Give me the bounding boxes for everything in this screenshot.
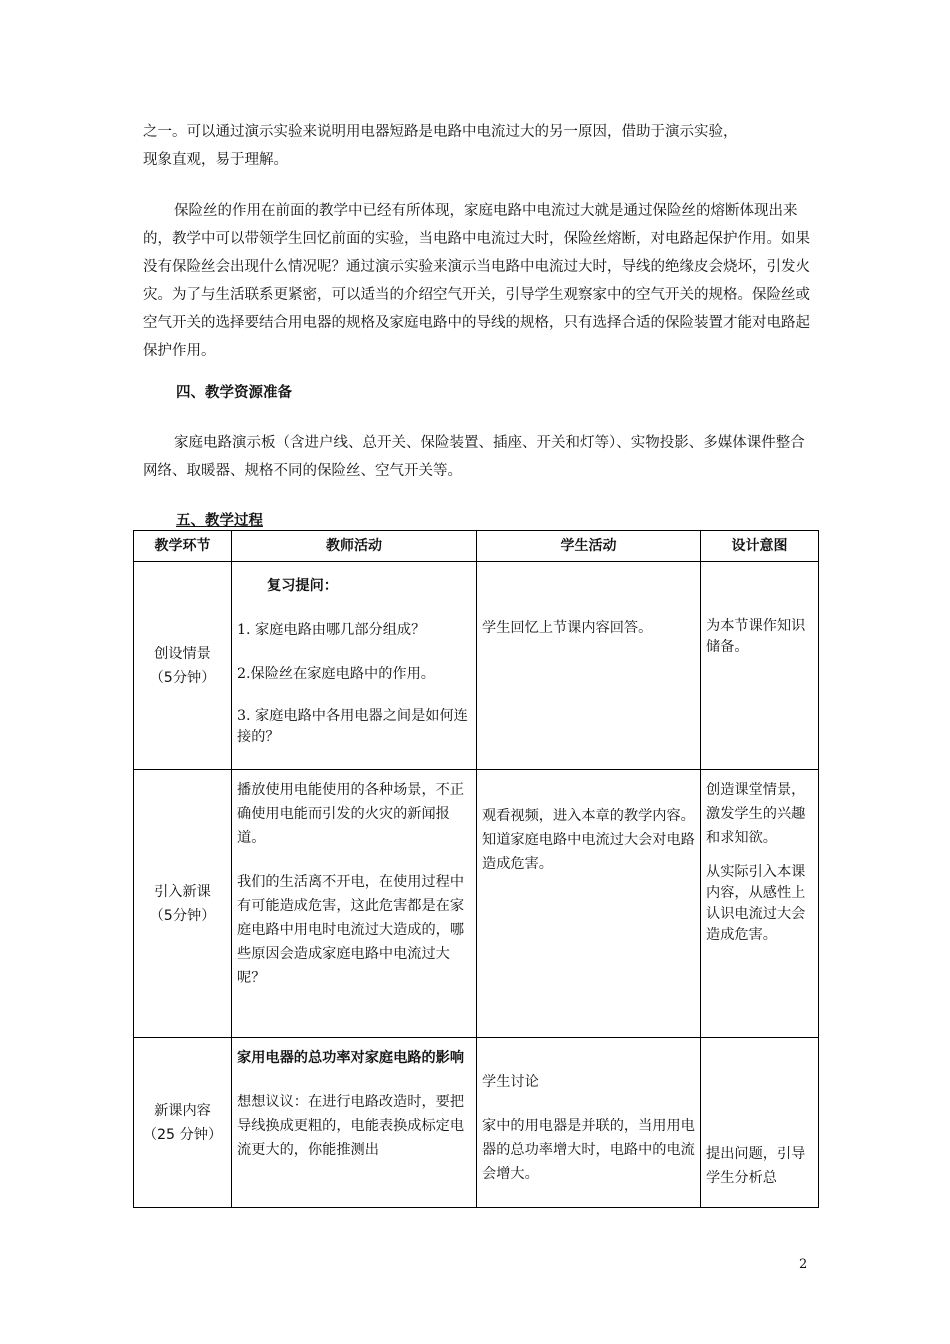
paragraph-continuation — [143, 118, 813, 174]
intent-cell — [701, 1038, 819, 1208]
student-activity: 学生回忆上节课内容回答。 — [482, 620, 653, 636]
cell-title: 复习提问： — [267, 578, 338, 594]
stage-cell — [134, 770, 232, 1038]
student-cell — [477, 1038, 701, 1208]
page-number: 2 — [799, 1257, 808, 1272]
teaching-process-table — [133, 530, 819, 1208]
teacher-cell — [232, 562, 477, 770]
teacher-cell — [232, 1038, 477, 1208]
teacher-activity-2: 我们的生活离不开电，在使用过程中有可能造成危害，这此危害都是在家庭电路中用电时电流过大造成的，哪些原因会造成家庭电路中电流过大呢？ — [237, 874, 465, 986]
stage-cell — [134, 1038, 232, 1208]
student-activity-1: 学生讨论 — [482, 1074, 539, 1090]
question-2: 2.保险丝在家庭电路中的作用。 — [237, 666, 435, 682]
header-student: 学生活动 — [477, 531, 701, 562]
student-activity: 观看视频，进入本章的教学内容。知道家庭电路中电流过大会对电路造成危害。 — [482, 808, 695, 872]
question-3: 3. 家庭电路中各用电器之间是如何连接的？ — [237, 708, 468, 745]
stage-cell — [134, 562, 232, 770]
student-cell — [477, 562, 701, 770]
intent-cell — [701, 770, 819, 1038]
design-intent-2: 从实际引入本课内容，从感性上认识电流过大会造成危害。 — [706, 864, 806, 943]
header-intent: 设计意图 — [701, 531, 819, 562]
header-teacher: 教师活动 — [232, 531, 477, 562]
design-intent: 为本节课作知识储备。 — [706, 618, 806, 655]
teacher-activity-1: 播放使用电能使用的各种场景，不正确使用电能而引发的火灾的新闻报道。 — [237, 782, 465, 846]
section-heading-resources: 四、教学资源准备 — [176, 385, 292, 401]
question-1: 1. 家庭电路由哪几部分组成？ — [237, 622, 426, 638]
teacher-cell — [232, 770, 477, 1038]
paragraph-line: 现象直观，易于理解。 — [143, 152, 288, 168]
paragraph-line: 之一。可以通过演示实验来说明用电器短路是电路中电流过大的另一原因，借助于演示实验， — [143, 124, 738, 140]
student-activity-2: 家中的用电器是并联的，当用用电器的总功率增大时，电路中的电流会增大。 — [482, 1118, 695, 1182]
table-row — [134, 770, 819, 1038]
cell-title: 家用电器的总功率对家庭电路的影响 — [237, 1050, 465, 1066]
stage-duration: （5分钟） — [149, 907, 216, 924]
table-row — [134, 562, 819, 770]
table-header-row — [134, 531, 819, 562]
stage-name: 创设情景 — [154, 645, 211, 662]
table-row — [134, 1038, 819, 1208]
teacher-activity: 想想议议：在进行电路改造时，要把导线换成更粗的，电能表换成标定电流更大的，你能推测出 — [237, 1094, 465, 1158]
stage-duration: （5分钟） — [149, 669, 216, 686]
stage-name: 新课内容 — [154, 1102, 211, 1119]
design-intent-1: 创造课堂情景，激发学生的兴趣和求知欲。 — [706, 782, 806, 846]
intent-cell — [701, 562, 819, 770]
stage-name: 引入新课 — [154, 883, 211, 900]
design-intent: 提出问题，引导学生分析总 — [706, 1146, 806, 1186]
paragraph-resources: 家庭电路演示板（含进户线、总开关、保险装置、插座、开关和灯等）、实物投影、多媒体课件整合网络、取暖器、规格不同的保险丝、空气开关等。 — [143, 435, 805, 479]
header-stage: 教学环节 — [134, 531, 232, 562]
student-cell — [477, 770, 701, 1038]
paragraph-fuse-role: 保险丝的作用在前面的教学中已经有所体现，家庭电路中电流过大就是通过保险丝的熔断体现出来的，教学中可以带领学生回忆前面的实验，当电路中电流过大时，保险丝熔断，对电路起保护作用。如果没有保险丝会出现什么情况呢？通过演示实验来演示当电路中电流过大时，导线的绝缘皮会烧坏，引发火灾。为了与生活联系更紧密，可以适当的介绍空气开关，引导学生观察家中的空气开关的规格。保险丝或空气开关的选择要结合用电器的规格及家庭电路中的导线的规格，只有选择合适的保险装置才能对电路起保护作用。 — [143, 203, 810, 359]
section-heading-process: 五、教学过程 — [176, 513, 263, 529]
stage-duration: （25 分钟） — [142, 1126, 223, 1143]
